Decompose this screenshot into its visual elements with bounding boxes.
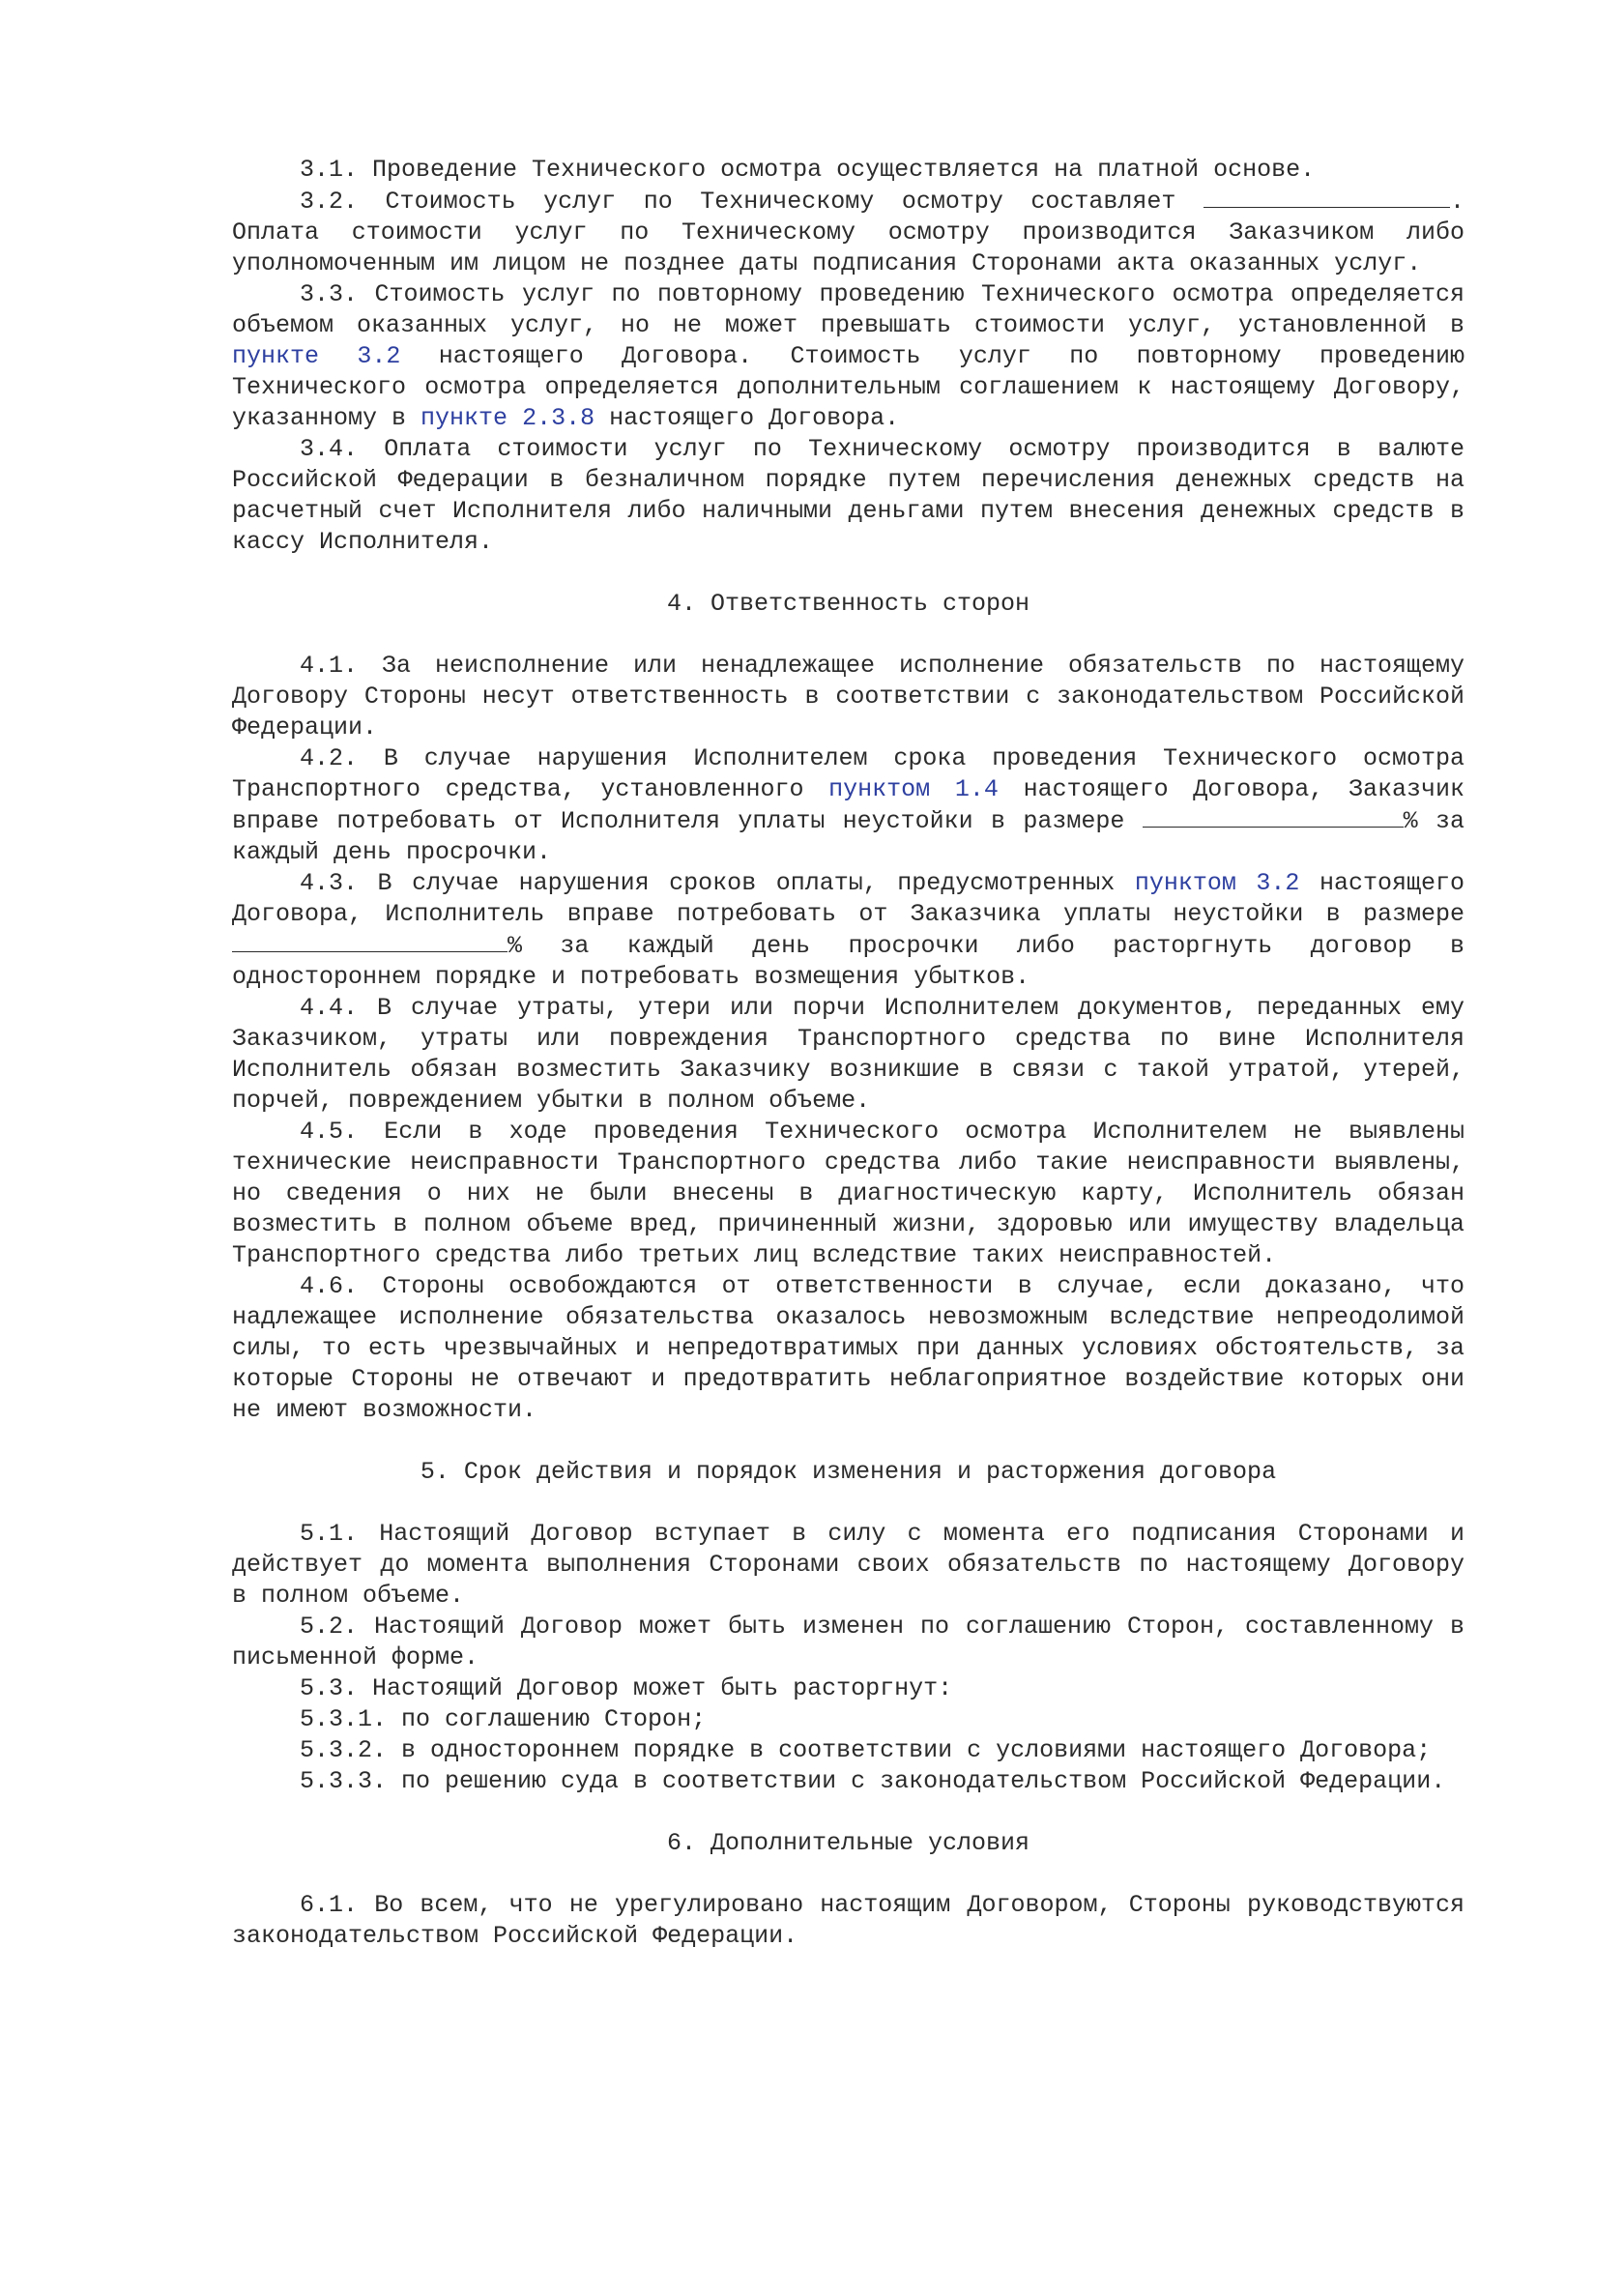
clause-4-2-text: 4.2. В случае нарушения Исполнителем срока проведения Технического осмотра Транспортного средства, установленного: [232, 744, 1464, 803]
clause-5-3: 5.3. Настоящий Договор может быть расторгнут:: [300, 1674, 953, 1702]
link-clause-2-3-8[interactable]: пункте 2.3.8: [420, 404, 595, 432]
clause-4-2: [232, 743, 1464, 868]
clause-3-2-text: 3.2. Стоимость услуг по Техническому осмотру составляет: [300, 188, 1176, 216]
clause-5-3-2: 5.3.2. в одностороннем порядке в соответствии с условиями настоящего Договора;: [300, 1736, 1432, 1764]
link-clause-1-4[interactable]: пунктом 1.4: [828, 775, 999, 803]
clause-3-3-text-end: настоящего Договора.: [609, 404, 900, 432]
clause-4-2-text-cont: настоящего Договора, Заказчик вправе потребовать от Исполнителя уплаты неустойки в размере: [232, 775, 1464, 835]
clause-5-2: 5.2. Настоящий Договор может быть изменен по соглашению Сторон, составленному в письменной форме.: [232, 1613, 1464, 1671]
section-5-heading: 5. Срок действия и порядок изменения и расторжения договора: [420, 1458, 1277, 1486]
clause-3-3-text: 3.3. Стоимость услуг по повторному проведению Технического осмотра определяется объемом оказанных услуг, но не может превышать стоимости услуг, установленной в: [232, 280, 1464, 339]
clause-4-6: 4.6. Стороны освобождаются от ответственности в случае, если доказано, что надлежащее исполнение обязательства оказалось невозможным вследствие непреодолимой силы, то есть чрезвычайных и непредотвратимых при данных условиях обстоятельств, за которые Стороны не отвечают и предотвратить неблагоприятное воздействие которых они не имеют возможности.: [232, 1272, 1464, 1424]
section-4-heading: 4. Ответственность сторон: [666, 590, 1030, 618]
clause-4-3: [232, 868, 1464, 993]
clause-4-3-text: 4.3. В случае нарушения сроков оплаты, предусмотренных: [300, 869, 1116, 897]
clause-4-4: 4.4. В случае утраты, утери или порчи Исполнителем документов, переданных ему Заказчиком, утраты или повреждения Транспортного средства по вине Исполнителя Исполнитель обязан возместить Заказчику возникшие в связи с такой утратой, утерей, порчей, повреждением убытки в полном объеме.: [232, 994, 1464, 1115]
clause-4-3-text-cont: настоящего Договора, Исполнитель вправе потребовать от Заказчика уплаты неустойки в размере: [232, 869, 1464, 928]
clause-5-1: 5.1. Настоящий Договор вступает в силу с момента его подписания Сторонами и действует до момента выполнения Сторонами своих обязательств по настоящему Договору в полном объеме.: [232, 1520, 1464, 1610]
clause-6-1: 6.1. Во всем, что не урегулировано настоящим Договором, Стороны руководствуются законодательством Российской Федерации.: [232, 1891, 1464, 1950]
clause-3-2: [232, 186, 1464, 279]
clause-4-5: 4.5. Если в ходе проведения Технического осмотра Исполнителем не выявлены технические неисправности Транспортного средства либо такие неисправности выявлены, но сведения о них не были внесены в диагностическую карту, Исполнитель обязан возместить в полном объеме вред, причиненный жизни, здоровью или имуществу владельца Транспортного средства либо третьих лиц вследствие таких неисправностей.: [232, 1118, 1464, 1269]
clause-3-3: [232, 279, 1464, 434]
clause-3-3-text-cont: настоящего Договора. Стоимость услуг по повторному проведению Технического осмотра определяется дополнительным соглашением к настоящему Договору, указанному в: [232, 342, 1464, 432]
penalty-blank-field-1[interactable]: [1143, 805, 1404, 828]
clause-4-3-text-end: % за каждый день просрочки либо расторгнуть договор в одностороннем порядке и потребовать возмещения убытков.: [232, 932, 1464, 991]
clause-3-1: 3.1. Проведение Технического осмотра осуществляется на платной основе.: [300, 156, 1316, 184]
cost-blank-field[interactable]: [1204, 186, 1450, 208]
document-page: [232, 155, 1464, 1952]
link-clause-3-2[interactable]: пункте 3.2: [232, 342, 401, 370]
clause-3-2-text-cont: . Оплата стоимости услуг по Техническому осмотру производится Заказчиком либо уполномоченным им лицом не позднее даты подписания Сторонами акта оказанных услуг.: [232, 188, 1464, 277]
clause-5-3-3: 5.3.3. по решению суда в соответствии с законодательством Российской Федерации.: [300, 1767, 1446, 1795]
clause-4-2-text-end: % за каждый день просрочки.: [232, 807, 1464, 866]
penalty-blank-field-2[interactable]: [232, 930, 508, 952]
clause-4-1: 4.1. За неисполнение или ненадлежащее исполнение обязательств по настоящему Договору Стороны несут ответственность в соответствии с законодательством Российской Федерации.: [232, 652, 1464, 741]
clause-3-4: 3.4. Оплата стоимости услуг по Техническому осмотру производится в валюте Российской Федерации в безналичном порядке путем перечисления денежных средств на расчетный счет Исполнителя либо наличными деньгами путем внесения денежных средств в кассу Исполнителя.: [232, 435, 1464, 556]
section-6-heading: 6. Дополнительные условия: [666, 1829, 1030, 1857]
clause-5-3-1: 5.3.1. по соглашению Сторон;: [300, 1705, 707, 1733]
link-clause-3-2-b[interactable]: пунктом 3.2: [1134, 869, 1300, 897]
